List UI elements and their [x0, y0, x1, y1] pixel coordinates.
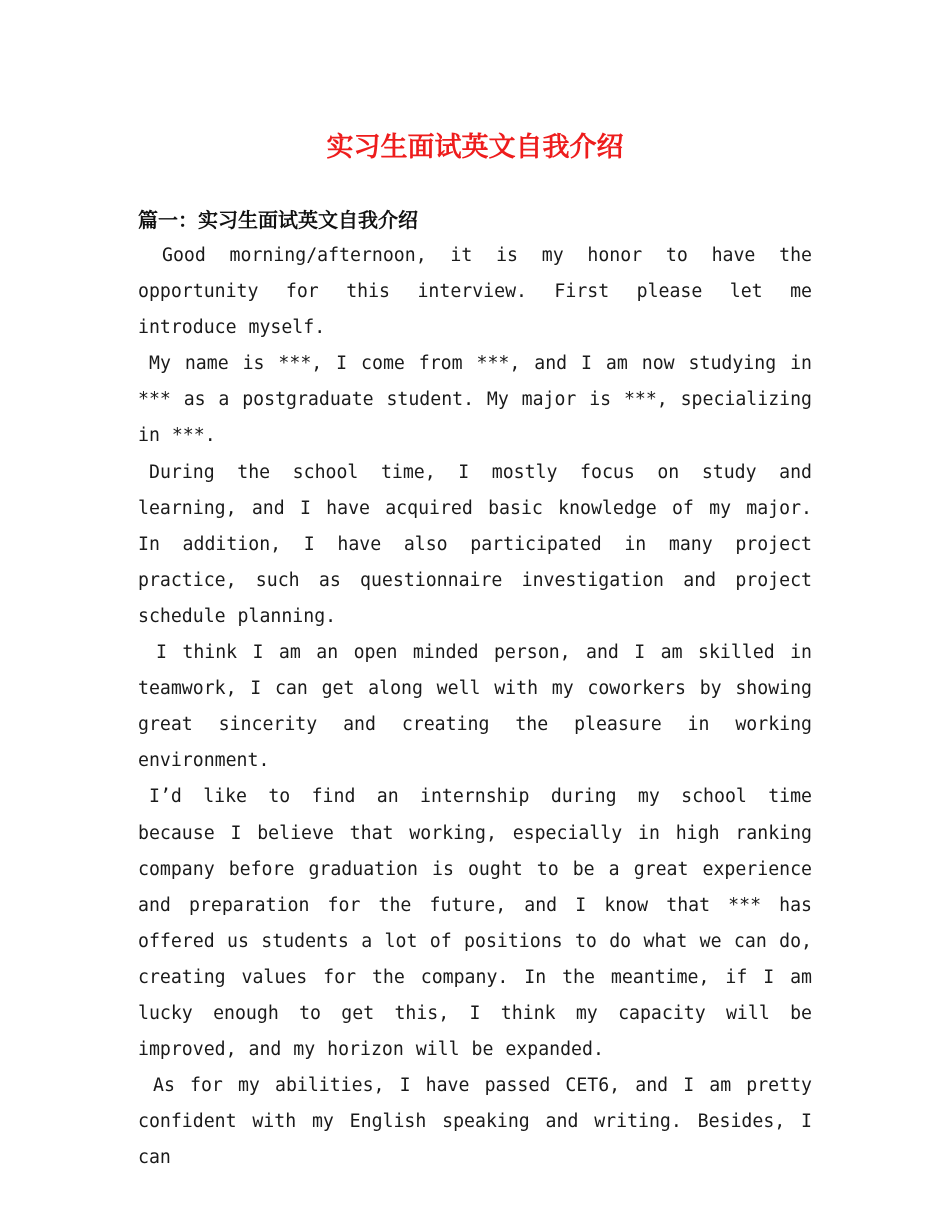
document-title: 实习生面试英文自我介绍: [326, 132, 624, 163]
paragraph-internship: I’d like to find an internship during my school time because I believe that working, especially in high ranking company before graduation is ought to be a great experience and preparation for the future, and I know that *** has offered us students a lot of positions to do what we can do, creating values for the company. In the meantime, if I am lucky enough to get this, I think my capacity will be improved, and my horizon will be expanded.: [138, 786, 812, 1061]
paragraph-name-major: My name is ***, I come from ***, and I am now studying in *** as a postgraduate student. My major is ***, specializing in ***.: [138, 353, 812, 447]
paragraph-personality: I think I am an open minded person, and I am skilled in teamwork, I can get along well with my coworkers by showing great sincerity and creating the pleasure in working environment.: [138, 642, 812, 772]
paragraph-abilities: As for my abilities, I have passed CET6, and I am pretty confident with my English speaking and writing. Besides, I can: [138, 1075, 812, 1169]
section-heading: 篇一：实习生面试英文自我介绍: [138, 208, 418, 232]
paragraph-greeting: Good morning/afternoon, it is my honor to have the opportunity for this interview. First please let me introduce myself.: [138, 245, 812, 339]
paragraph-school-time: During the school time, I mostly focus on study and learning, and I have acquired basic knowledge of my major. In addition, I have also participated in many project practice, such as questionnaire investigation and project schedule planning.: [138, 461, 812, 627]
document-body: [138, 238, 812, 1176]
